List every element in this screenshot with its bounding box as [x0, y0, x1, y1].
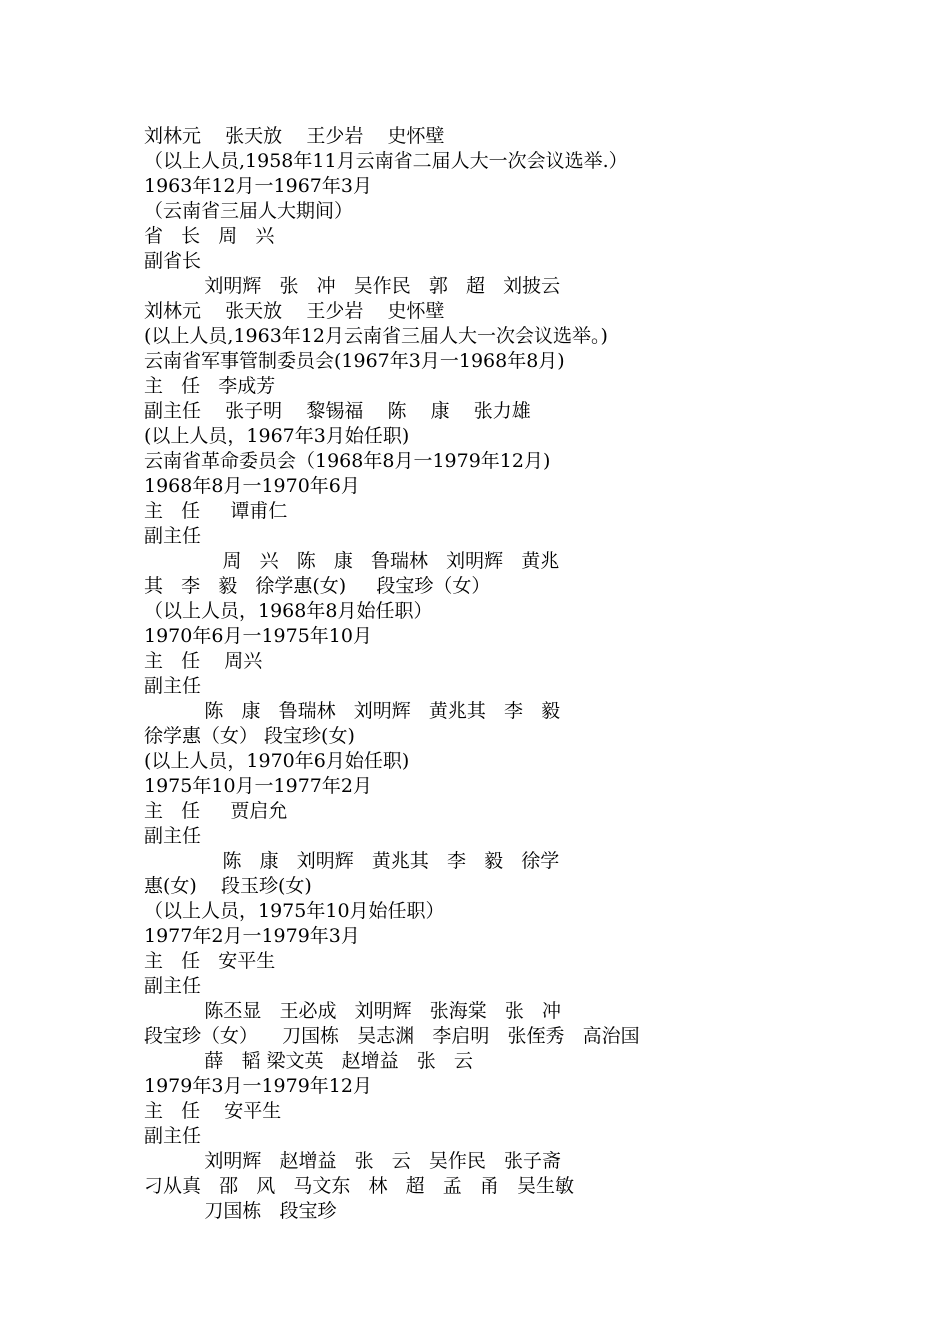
text-line: 其 李 毅 徐学惠(女) 段宝珍（女）: [144, 575, 491, 597]
text-line: 陈 康 刘明辉 黄兆其 李 毅 徐学: [144, 850, 560, 872]
text-line: 主 任 周兴: [144, 650, 263, 672]
text-line: 主 任 李成芳: [144, 375, 276, 397]
text-line: 刘明辉 张 冲 吴作民 郭 超 刘披云: [144, 275, 561, 297]
text-line: 副省长: [144, 250, 202, 272]
text-line: 云南省革命委员会（1968年8月一1979年12月): [144, 450, 551, 472]
text-line: （以上人员，1975年10月始任职）: [144, 900, 445, 922]
text-line: 1979年3月一1979年12月: [144, 1075, 372, 1097]
text-line: 1977年2月一1979年3月: [144, 925, 360, 947]
text-line: 副主任: [144, 675, 202, 697]
text-line: (以上人员,1963年12月云南省三届人大一次会议选举。): [144, 325, 608, 347]
text-line: 陈丕显 王必成 刘明辉 张海棠 张 冲: [144, 1000, 561, 1022]
text-line: 副主任 张子明 黎锡福 陈 康 张力雄: [144, 400, 531, 422]
text-line: 云南省军事管制委员会(1967年3月一1968年8月): [144, 350, 565, 372]
text-line: 陈 康 鲁瑞林 刘明辉 黄兆其 李 毅: [144, 700, 561, 722]
text-line: 副主任: [144, 975, 202, 997]
text-line: 副主任: [144, 825, 202, 847]
text-line: 主 任 安平生: [144, 950, 276, 972]
text-line: 刘林元 张天放 王少岩 史怀壁: [144, 125, 445, 147]
text-line: （以上人员,1958年11月云南省二届人大一次会议选举.）: [144, 150, 628, 172]
text-line: 段宝珍（女） 刀国栋 吴志渊 李启明 张侄秀 高治国: [144, 1025, 640, 1047]
text-line: 1970年6月一1975年10月: [144, 625, 372, 647]
text-line: 副主任: [144, 525, 202, 547]
text-line: 副主任: [144, 1125, 202, 1147]
text-line: 主 任 谭甫仁: [144, 500, 288, 522]
text-line: 周 兴 陈 康 鲁瑞林 刘明辉 黄兆: [144, 550, 560, 572]
text-line: 主 任 安平生: [144, 1100, 282, 1122]
text-line: （以上人员，1968年8月始任职）: [144, 600, 433, 622]
text-line: 惠(女) 段玉珍(女): [144, 875, 312, 897]
text-line: 主 任 贾启允: [144, 800, 288, 822]
text-line: 1968年8月一1970年6月: [144, 475, 360, 497]
text-line: 徐学惠（女） 段宝珍(女): [144, 725, 355, 747]
text-line: 薛 韬 梁文英 赵增益 张 云: [144, 1050, 473, 1072]
text-line: 刘林元 张天放 王少岩 史怀壁: [144, 300, 445, 322]
text-line: 1975年10月一1977年2月: [144, 775, 372, 797]
text-line: （云南省三届人大期间）: [144, 200, 354, 222]
text-line: 刁从真 邵 风 马文东 林 超 孟 甬 吴生敏: [144, 1175, 574, 1197]
text-line: 刀国栋 段宝珍: [144, 1200, 337, 1222]
text-line: 1963年12月一1967年3月: [144, 175, 372, 197]
text-line: 省 长 周 兴: [144, 225, 275, 247]
text-line: 刘明辉 赵增益 张 云 吴作民 张子斋: [144, 1150, 561, 1172]
text-line: (以上人员，1970年6月始任职): [144, 750, 410, 772]
text-line: (以上人员，1967年3月始任职): [144, 425, 410, 447]
